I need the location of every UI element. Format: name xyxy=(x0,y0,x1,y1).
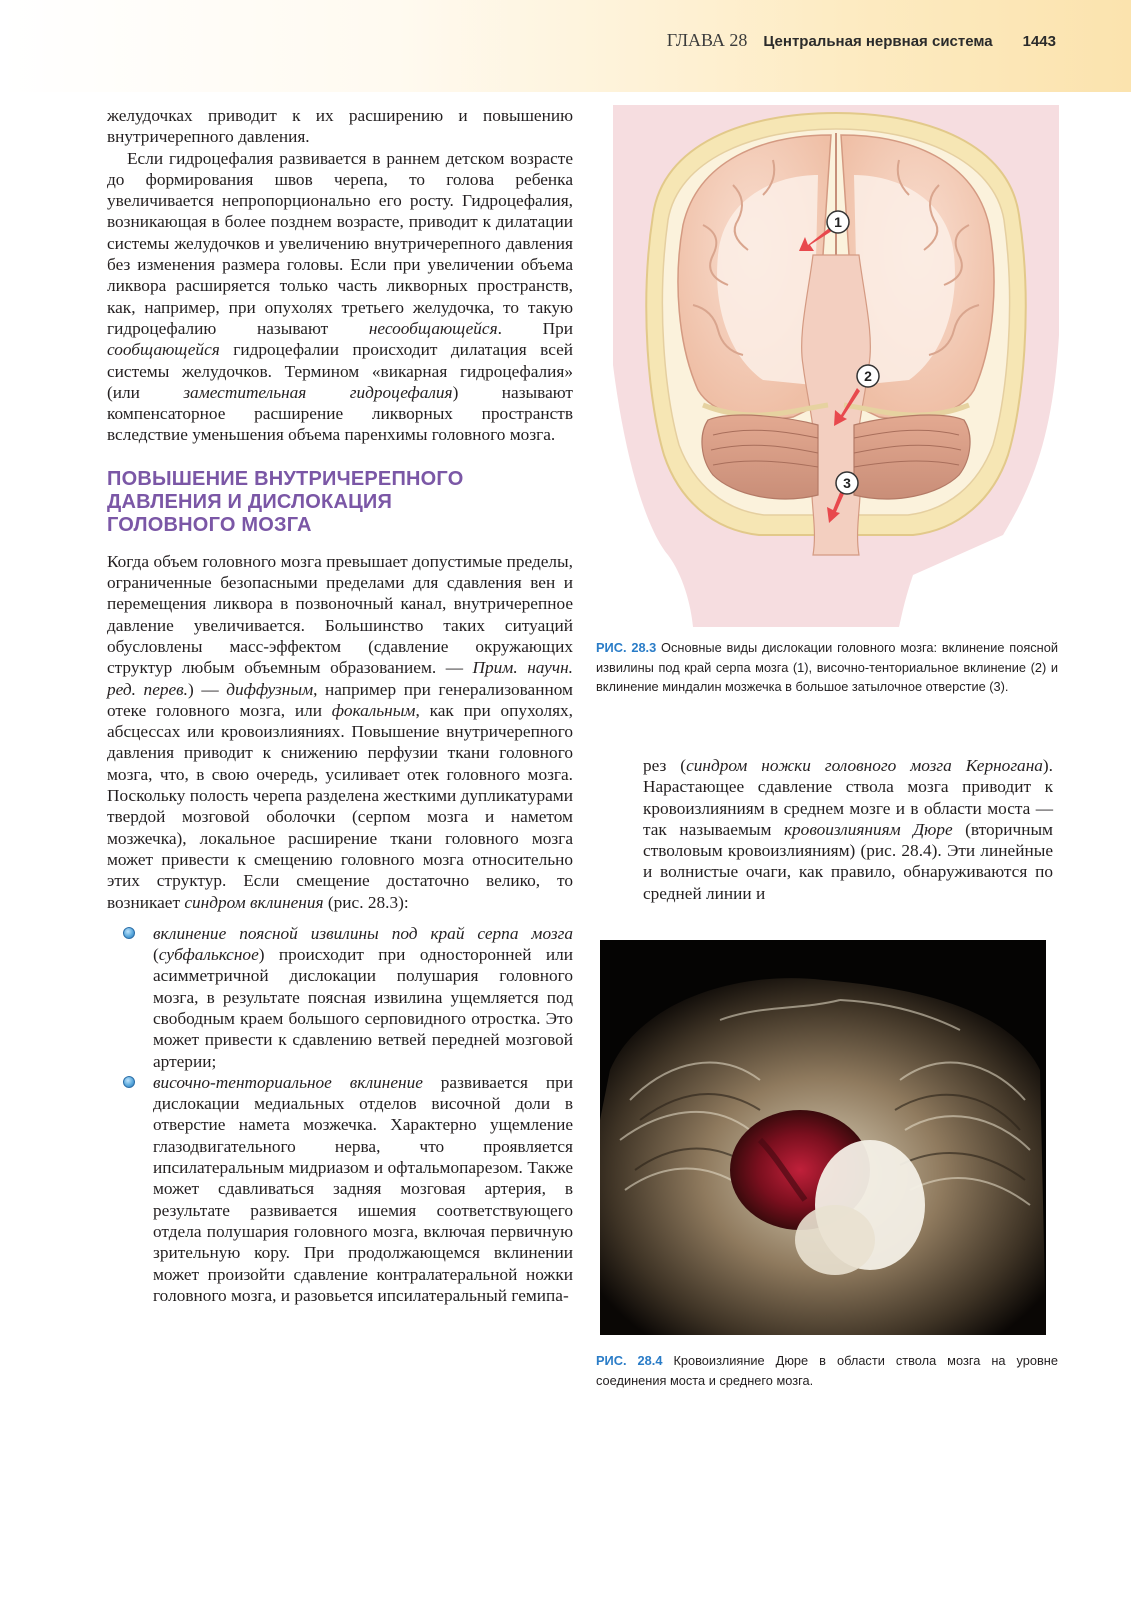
bullet-list xyxy=(107,923,573,1306)
caption-label: РИС. 28.3 xyxy=(596,640,657,655)
list-item xyxy=(153,923,573,1072)
duret-hemorrhage-photo xyxy=(600,940,1046,1335)
text-span: . При xyxy=(497,318,573,338)
text-span: , например при генерализованном отеке головного мозга, или xyxy=(107,679,573,720)
caption-text: Кровоизлияние Дюре в области ствола мозга на уровне соединения моста и среднего мозга. xyxy=(596,1353,1058,1388)
text-span: рез ( xyxy=(643,756,687,775)
italic-term: сообщающейся xyxy=(107,340,220,360)
italic-term: диффузным xyxy=(226,679,314,699)
paragraph-2 xyxy=(107,148,573,446)
paragraph-right xyxy=(643,755,1053,904)
bullet-dot-icon xyxy=(123,927,135,939)
caption-label: РИС. 28.4 xyxy=(596,1353,663,1368)
italic-term: Прим. научн. ред. перев. xyxy=(107,658,573,699)
italic-term: субфальксное xyxy=(158,945,259,965)
header-text xyxy=(667,30,1056,50)
marker-2 xyxy=(857,365,879,387)
text-span: (рис. 28.3): xyxy=(323,892,409,912)
heading-line: ДАВЛЕНИЯ И ДИСЛОКАЦИЯ xyxy=(107,490,393,513)
italic-term: фокальным xyxy=(331,700,416,720)
caption-text: Основные виды дислокации головного мозга: вклинение поясной извилины под край серпа мозга (1), височно-тенториальное вклинение (2) и вклинение миндалин мозжечка в большое затылочное отверстие (3). xyxy=(596,640,1058,695)
italic-term: несообщающейся xyxy=(368,318,498,338)
italic-term: заместительная гидроцефалия xyxy=(183,382,453,402)
figure-caption-28-3 xyxy=(596,638,1058,697)
bullet-dot-icon xyxy=(123,1076,135,1088)
chapter-label: ГЛАВА 28 xyxy=(666,30,748,50)
svg-text:3: 3 xyxy=(843,475,851,491)
text-span: ( xyxy=(153,945,159,965)
italic-term: кровоизлияниям Дюре xyxy=(783,819,953,839)
text-span: ) происходит при односторонней или асимметричной дислокации полушария головного мозга, в результате поясная извилина ущемляется под свободным краем большого серповидного отростка. Это может привести к сдавлению ветвей передней мозговой артерии; xyxy=(153,945,573,1071)
brain-herniation-illustration xyxy=(613,105,1059,627)
italic-term: синдром вклинения xyxy=(184,892,324,912)
text-span: развивается при дислокации медиальных отделов височной доли в отверстие намета мозжечка. Характерно ущемление глазодвигательного нерва, что проявляется ипсилатеральным мидриазом и офтальмопарезом. Также может сдавливаться задняя мозговая артерия, в результате развивается ишемия соответствующего отдела полушария головного мозга, включая первичную зрительную кору. При продолжающемся вклинении может произойти сдавление контралатеральной ножки головного мозга, и разовьется ипсилатеральный гемипа- xyxy=(153,1072,573,1305)
list-item xyxy=(153,1072,573,1306)
text-span: Если гидроцефалия развивается в раннем детском возрасте до формирования швов черепа, то голова ребенка увеличивается непропорционально его росту. Гидроцефалия, возникающая в более позднем возрасте, приводит к дилатации системы желудочков и увеличению внутричерепного давления без изменения размера головы. Если при увеличении объема ликвора расширяется только часть ликворных пространств, как, например, при опухолях третьего желудочка, то такую гидроцефалию называют xyxy=(107,148,573,338)
marker-3 xyxy=(836,472,858,494)
right-column xyxy=(643,755,1053,904)
italic-term: синдром ножки головного мозга Керногана xyxy=(686,756,1043,775)
italic-term: вклинение поясной извилины под край серпа мозга xyxy=(153,923,573,943)
svg-text:1: 1 xyxy=(834,214,842,230)
text-span: (вторичным стволовым кровоизлияниям) (рис. 28.4). Эти линейные и волнистые очаги, как правило, обнаруживаются по средней линии и xyxy=(643,819,1053,903)
left-column xyxy=(107,105,573,1306)
text-span: ) называют компенсаторное расширение ликворных пространств вследствие уменьшения объема паренхимы головного мозга. xyxy=(107,382,573,445)
italic-term: височно-тенториальное вклинение xyxy=(153,1072,423,1092)
paragraph-1: желудочках приводит к их расширению и повышению внутричерепного давления. xyxy=(107,106,573,147)
marker-1 xyxy=(827,211,849,233)
chapter-title: Центральная нервная система xyxy=(763,33,993,50)
text-span: ) — xyxy=(188,679,227,699)
text-span: Когда объем головного мозга превышает допустимые пределы, ограниченные безопасными пределами для сдавления вен и перемещения ликвора в позвоночный канал, внутричерепное давление увеличивается. Большинство таких ситуаций обусловлены масс-эффектом (сдавление окружающих структур любым объемным образованием. — xyxy=(107,551,573,678)
page-number: 1443 xyxy=(1022,33,1056,50)
heading-line: ГОЛОВНОГО МОЗГА xyxy=(107,513,312,536)
svg-text:2: 2 xyxy=(864,368,872,384)
text-span: , как при опухолях, абсцессах или кровоизлияниях. Повышение внутричерепного давления приводит к снижению перфузии ткани головного мозга, что, в свою очередь, усиливает отек головного мозга. Поскольку полость черепа разделена жесткими дупликатурами твердой мозговой оболочки (серпом мозга и наметом мозжечка), локальное расширение ткани головного мозга может привести к смещению головного мозга относительно этих структур. Если смещение достаточно велико, то возникает xyxy=(107,700,573,912)
text-span: гидроцефалии происходит дилатация всей системы желудочков. Термином «викарная гидроцефалия» (или xyxy=(107,340,573,402)
section-heading xyxy=(107,468,573,537)
figure-caption-28-4 xyxy=(596,1351,1058,1390)
heading-line: ПОВЫШЕНИЕ ВНУТРИЧЕРЕПНОГО xyxy=(107,467,464,490)
text-span: ). Нарастающее сдавление ствола мозга приводит к кровоизлияниям в среднем мозге и в области моста — так называемым xyxy=(643,756,1053,839)
paragraph-3 xyxy=(107,551,573,913)
